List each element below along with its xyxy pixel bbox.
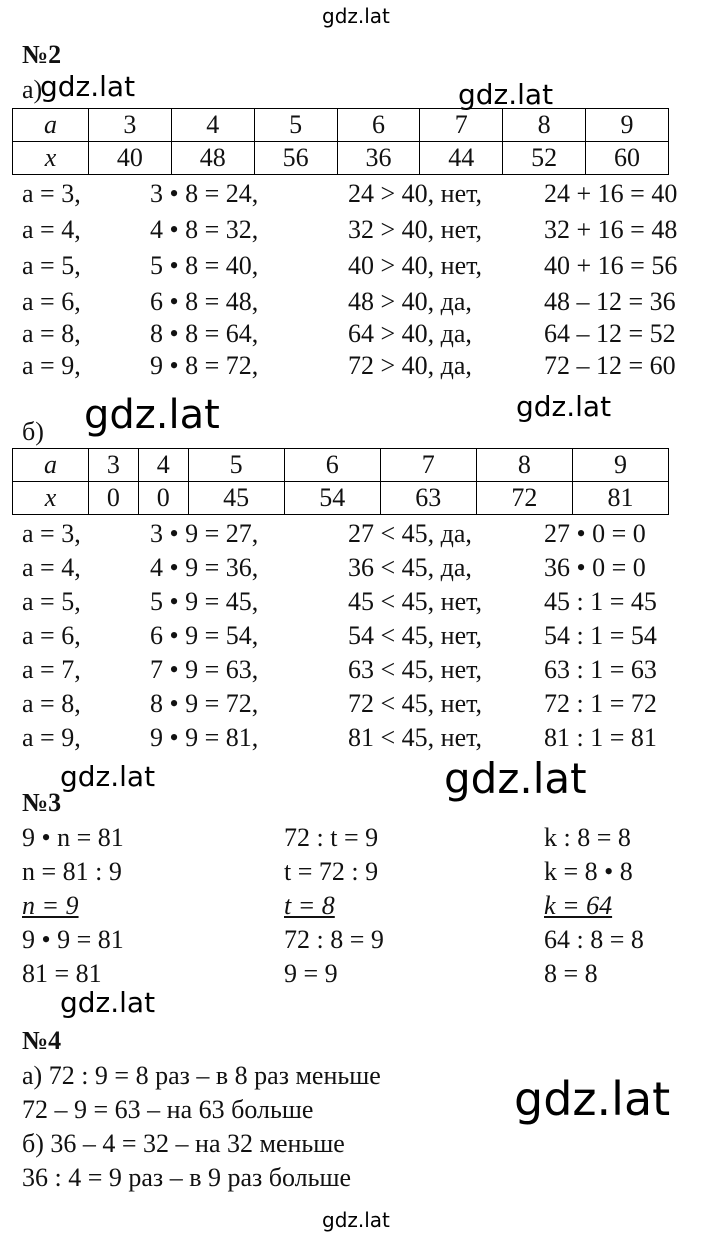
table-cell: 81 bbox=[572, 482, 668, 515]
table-cell: 6 bbox=[337, 109, 420, 142]
table-cell: 9 bbox=[586, 109, 669, 142]
line-b-col1: a = 4, bbox=[22, 553, 81, 582]
line-b-col2: 6 • 9 = 54, bbox=[150, 621, 259, 650]
line-b-col1: a = 6, bbox=[22, 621, 81, 650]
table-cell: 5 bbox=[254, 109, 337, 142]
watermark: gdz.lat bbox=[84, 392, 220, 438]
line-a-col3: 72 > 40, да, bbox=[348, 351, 472, 380]
table-cell: 63 bbox=[380, 482, 476, 515]
row-label: x bbox=[13, 142, 89, 175]
line-b-col4: 81 : 1 = 81 bbox=[544, 723, 657, 752]
table-cell: 48 bbox=[171, 142, 254, 175]
line-a-col2: 8 • 8 = 64, bbox=[150, 319, 259, 348]
table-row-x bbox=[13, 482, 669, 515]
equation-check: 9 = 9 bbox=[284, 959, 338, 988]
watermark: gdz.lat bbox=[516, 390, 612, 423]
task3-heading: №3 bbox=[22, 788, 62, 817]
equation-line: 9 • n = 81 bbox=[22, 823, 124, 852]
line-a-col4: 64 – 12 = 52 bbox=[544, 319, 676, 348]
line-a-col4: 48 – 12 = 36 bbox=[544, 287, 676, 316]
task4-line: а) 72 : 9 = 8 раз – в 8 раз меньше bbox=[22, 1061, 381, 1090]
line-a-col4: 32 + 16 = 48 bbox=[544, 215, 678, 244]
line-b-col1: a = 7, bbox=[22, 655, 81, 684]
line-a-col1: a = 3, bbox=[22, 179, 81, 208]
line-b-col3: 27 < 45, да, bbox=[348, 519, 472, 548]
table-cell: 8 bbox=[476, 449, 572, 482]
line-a-col1: a = 9, bbox=[22, 351, 81, 380]
line-b-col4: 45 : 1 = 45 bbox=[544, 587, 657, 616]
line-a-col3: 40 > 40, нет, bbox=[348, 251, 483, 280]
equation-check: 9 • 9 = 81 bbox=[22, 925, 124, 954]
watermark: gdz.lat bbox=[40, 70, 136, 103]
table-cell: 4 bbox=[171, 109, 254, 142]
equation-line: k : 8 = 8 bbox=[544, 823, 631, 852]
line-a-col1: a = 5, bbox=[22, 251, 81, 280]
line-b-col3: 63 < 45, нет, bbox=[348, 655, 483, 684]
watermark: gdz.lat bbox=[60, 986, 156, 1019]
table-cell: 54 bbox=[284, 482, 380, 515]
table-cell: 7 bbox=[420, 109, 503, 142]
table-cell: 56 bbox=[254, 142, 337, 175]
task4-heading: №4 bbox=[22, 1026, 62, 1055]
table-cell: 40 bbox=[89, 142, 172, 175]
line-a-col2: 5 • 8 = 40, bbox=[150, 251, 259, 280]
equation-line: n = 81 : 9 bbox=[22, 857, 122, 886]
table-cell: 9 bbox=[572, 449, 668, 482]
table-cell: 5 bbox=[188, 449, 284, 482]
line-b-col3: 54 < 45, нет, bbox=[348, 621, 483, 650]
table-cell: 7 bbox=[380, 449, 476, 482]
table-cell: 4 bbox=[138, 449, 188, 482]
line-b-col2: 9 • 9 = 81, bbox=[150, 723, 259, 752]
task4-line: 72 – 9 = 63 – на 63 больше bbox=[22, 1095, 314, 1124]
line-a-col2: 9 • 8 = 72, bbox=[150, 351, 259, 380]
line-b-col4: 36 • 0 = 0 bbox=[544, 553, 646, 582]
line-a-col4: 40 + 16 = 56 bbox=[544, 251, 678, 280]
row-label: a bbox=[13, 109, 89, 142]
table-cell: 3 bbox=[89, 449, 139, 482]
line-a-col3: 32 > 40, нет, bbox=[348, 215, 483, 244]
line-b-col3: 36 < 45, да, bbox=[348, 553, 472, 582]
equation-check: 72 : 8 = 9 bbox=[284, 925, 384, 954]
line-b-col2: 4 • 9 = 36, bbox=[150, 553, 259, 582]
part-a-label: а) bbox=[22, 75, 43, 104]
table-cell: 72 bbox=[476, 482, 572, 515]
line-a-col4: 72 – 12 = 60 bbox=[544, 351, 676, 380]
equation-check: 64 : 8 = 8 bbox=[544, 925, 644, 954]
watermark: gdz.lat bbox=[444, 754, 587, 803]
equation-answer: t = 8 bbox=[284, 891, 335, 920]
row-label: x bbox=[13, 482, 89, 515]
table-cell: 6 bbox=[284, 449, 380, 482]
table-row-a bbox=[13, 109, 669, 142]
part-b-label: б) bbox=[22, 417, 44, 446]
line-b-col4: 72 : 1 = 72 bbox=[544, 689, 657, 718]
line-b-col1: a = 9, bbox=[22, 723, 81, 752]
line-a-col3: 24 > 40, нет, bbox=[348, 179, 483, 208]
table-row-x bbox=[13, 142, 669, 175]
line-b-col4: 63 : 1 = 63 bbox=[544, 655, 657, 684]
task4-line: б) 36 – 4 = 32 – на 32 меньше bbox=[22, 1129, 345, 1158]
line-b-col3: 45 < 45, нет, bbox=[348, 587, 483, 616]
line-a-col1: a = 4, bbox=[22, 215, 81, 244]
line-b-col3: 81 < 45, нет, bbox=[348, 723, 483, 752]
line-a-col3: 48 > 40, да, bbox=[348, 287, 472, 316]
table-cell: 3 bbox=[89, 109, 172, 142]
line-b-col2: 7 • 9 = 63, bbox=[150, 655, 259, 684]
equation-line: k = 8 • 8 bbox=[544, 857, 633, 886]
equation-line: t = 72 : 9 bbox=[284, 857, 379, 886]
table-cell: 36 bbox=[337, 142, 420, 175]
watermark: gdz.lat bbox=[458, 78, 554, 111]
equation-check: 81 = 81 bbox=[22, 959, 102, 988]
watermark-top: gdz.lat bbox=[322, 4, 390, 28]
equation-line: 72 : t = 9 bbox=[284, 823, 379, 852]
line-a-col1: a = 8, bbox=[22, 319, 81, 348]
table-cell: 0 bbox=[89, 482, 139, 515]
table-b bbox=[12, 448, 669, 515]
line-b-col2: 5 • 9 = 45, bbox=[150, 587, 259, 616]
equation-check: 8 = 8 bbox=[544, 959, 598, 988]
line-b-col4: 54 : 1 = 54 bbox=[544, 621, 657, 650]
line-a-col2: 6 • 8 = 48, bbox=[150, 287, 259, 316]
line-a-col4: 24 + 16 = 40 bbox=[544, 179, 678, 208]
table-cell: 60 bbox=[586, 142, 669, 175]
line-a-col3: 64 > 40, да, bbox=[348, 319, 472, 348]
table-row-a bbox=[13, 449, 669, 482]
line-b-col4: 27 • 0 = 0 bbox=[544, 519, 646, 548]
task4-line: 36 : 4 = 9 раз – в 9 раз больше bbox=[22, 1163, 352, 1192]
table-cell: 0 bbox=[138, 482, 188, 515]
table-cell: 8 bbox=[503, 109, 586, 142]
line-a-col1: a = 6, bbox=[22, 287, 81, 316]
line-b-col1: a = 8, bbox=[22, 689, 81, 718]
watermark: gdz.lat bbox=[514, 1072, 671, 1126]
line-b-col1: a = 5, bbox=[22, 587, 81, 616]
table-cell: 45 bbox=[188, 482, 284, 515]
watermark-bottom: gdz.lat bbox=[322, 1208, 390, 1232]
equation-answer: n = 9 bbox=[22, 891, 79, 920]
watermark: gdz.lat bbox=[60, 760, 156, 793]
line-b-col3: 72 < 45, нет, bbox=[348, 689, 483, 718]
row-label: a bbox=[13, 449, 89, 482]
equation-answer: k = 64 bbox=[544, 891, 613, 920]
line-a-col2: 3 • 8 = 24, bbox=[150, 179, 259, 208]
line-b-col2: 3 • 9 = 27, bbox=[150, 519, 259, 548]
table-cell: 44 bbox=[420, 142, 503, 175]
line-a-col2: 4 • 8 = 32, bbox=[150, 215, 259, 244]
line-b-col2: 8 • 9 = 72, bbox=[150, 689, 259, 718]
table-cell: 52 bbox=[503, 142, 586, 175]
line-b-col1: a = 3, bbox=[22, 519, 81, 548]
table-a bbox=[12, 108, 669, 175]
task2-heading: №2 bbox=[22, 40, 62, 69]
